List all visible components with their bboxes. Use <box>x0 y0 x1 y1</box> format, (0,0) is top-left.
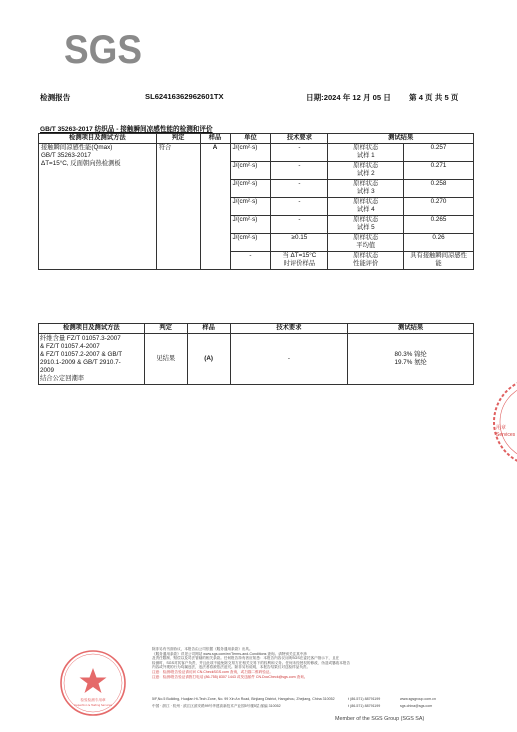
table-header-row <box>39 134 474 144</box>
report-label: 检测报告 <box>40 93 71 102</box>
footer-line: 注意：检测/报告验证请访问 CN.CheckSGS.com 查询，或扫描二维码验证。 <box>152 669 273 674</box>
footer-tel: t (86-571) 88791199 <box>348 697 381 701</box>
result-cell: 具有接触瞬间凉感性 能 <box>404 252 474 270</box>
unit-cell: J/(cm²·s) <box>230 162 271 180</box>
result-cell <box>348 334 474 385</box>
partial-stamp-graphic <box>490 372 517 472</box>
cooling-test-table <box>38 133 474 270</box>
state-cell: 原样状态 试样 5 <box>328 216 404 234</box>
judgement-cell: 见结果 <box>144 334 187 385</box>
method-cell <box>39 334 145 385</box>
sample-cell: (A) <box>187 334 230 385</box>
unit-cell: J/(cm²·s) <box>230 180 271 198</box>
footer-line: 除非另有书面协议，本报告由公司依据《服务通用条款》出具。 <box>152 647 253 651</box>
seal-center-text: 检验检测专用章 <box>80 698 106 702</box>
unit-cell: - <box>230 252 271 270</box>
method-line: GB/T 35263-2017 <box>41 152 91 159</box>
partial-stamp-text: 用章 <box>496 425 507 431</box>
requirement-cell: - <box>271 162 328 180</box>
state-cell: 原样状态 性能评价 <box>328 252 404 270</box>
footer-address-en: 5/F,No.5 Building, Huajian Hi-Tech Zone, No. 99 Xin An Road, Binjiang District, Hangzhou, Zhejiang, China 310052 <box>152 697 335 701</box>
requirement-cell: ≥0.15 <box>271 234 328 252</box>
header-method: 检测项目及测试方法 <box>39 134 157 144</box>
method-line: & FZ/T 01057.4-2007 <box>40 343 100 350</box>
requirement-cell: - <box>271 198 328 216</box>
state-cell: 原样状态 试样 2 <box>328 162 404 180</box>
footer-line: 注意：检测/报告验证请拨打电话 (86-755) 8307 1443 或发送邮件 CN.DocCheck@sgs.com 查询。 <box>152 674 308 679</box>
report-date: 日期:2024 年 12 月 05 日 <box>306 93 391 102</box>
result-line: 19.7% 氨纶 <box>394 359 427 366</box>
sample-cell: A <box>200 144 230 270</box>
footer-line: 《服务通用条款》详见公司网站 www.sgs.com/en/Terms-and-Conditions 查询。请特别关注其中涉 <box>152 651 307 656</box>
judgement-cell: 符合 <box>156 144 200 270</box>
state-cell: 原样状态 试样 3 <box>328 180 404 198</box>
method-line: ΔT=15°C, 反面朝向热检测板 <box>41 160 121 167</box>
table-row <box>39 144 474 162</box>
header-result: 测试结果 <box>328 134 474 144</box>
unit-cell: J/(cm²·s) <box>230 198 271 216</box>
member-line: Member of the SGS Group (SGS SA) <box>335 716 425 722</box>
table-header-row <box>39 324 474 334</box>
requirement-cell: - <box>230 334 348 385</box>
page-number: 第 4 页 共 5 页 <box>409 93 459 102</box>
result-cell: 0.265 <box>404 216 474 234</box>
section-title: GB/T 35263-2017 纺织品 - 接触瞬间凉感性能的检测和评价 <box>40 126 213 133</box>
header-judgement: 判定 <box>144 324 187 334</box>
header-requirement: 技术要求 <box>230 324 348 334</box>
svg-text:SGS: SGS <box>64 30 142 68</box>
requirement-cell: 当 ΔT=15°C 时评价样品 <box>271 252 328 270</box>
result-cell: 0.270 <box>404 198 474 216</box>
sgs-logo <box>64 30 142 68</box>
seal-english-text: Inspection & Testing Services <box>74 704 112 707</box>
header-judgement: 判定 <box>156 134 200 144</box>
requirement-cell: - <box>271 180 328 198</box>
method-line: 纤维含量 FZ/T 01057.3-2007 <box>40 335 121 342</box>
header-unit: 单位 <box>230 134 271 144</box>
result-cell: 0.257 <box>404 144 474 162</box>
state-cell: 原样状态 平均值 <box>328 234 404 252</box>
footer-tel: t (86-571) 88791199 <box>348 704 381 708</box>
report-number: SL62416362962601TX <box>145 92 224 101</box>
footer-line: 及责任限制、赔偿以及司法管辖的相关条款。任何报告持有者应知悉：本报告内容仅反映SGS在委托客户指示下，且在 <box>152 656 340 661</box>
footer-line: 内容或外观的行为均属违法，违法者将被依法追究。除非另有说明，本报告结果仅对送检样品负责。 <box>152 665 311 670</box>
requirement-cell: - <box>271 216 328 234</box>
footer-email: sgs.china@sgs.com <box>400 704 433 708</box>
footer-address-cn: 中国 · 浙江 · 杭州 · 滨江区滨安路99号华建高新技术产业园5号楼5层 邮编 310052 <box>152 704 281 708</box>
unit-cell: J/(cm²·s) <box>230 234 271 252</box>
fiber-content-table <box>38 323 474 385</box>
method-line: 结合公定回潮率 <box>40 375 85 382</box>
header-sample: 样品 <box>187 324 230 334</box>
state-cell: 原样状态 试样 4 <box>328 198 404 216</box>
table-row <box>39 334 474 385</box>
method-cell <box>39 144 157 270</box>
result-cell: 0.258 <box>404 180 474 198</box>
result-cell: 0.26 <box>404 234 474 252</box>
state-cell: 原样状态 试样 1 <box>328 144 404 162</box>
result-line: 80.3% 锦纶 <box>394 351 427 358</box>
method-line: & FZ/T 01057.2-2007 & GB/T <box>40 351 123 358</box>
partial-stamp-text: Services <box>496 432 516 438</box>
result-cell: 0.271 <box>404 162 474 180</box>
header-requirement: 技术要求 <box>271 134 328 144</box>
header-result: 测试结果 <box>348 324 474 334</box>
header-sample: 样品 <box>200 134 230 144</box>
unit-cell: J/(cm²·s) <box>230 144 271 162</box>
company-seal-stamp <box>58 648 128 718</box>
footer-website: www.sgsgroup.com.cn <box>400 697 436 701</box>
header-method: 检测项目及测试方法 <box>39 324 145 334</box>
footer-disclaimer <box>152 647 350 679</box>
method-line: 2910.1-2009 & GB/T 2910.7- <box>40 359 121 366</box>
unit-cell: J/(cm²·s) <box>230 216 271 234</box>
method-line: 2009 <box>40 367 55 374</box>
requirement-cell: - <box>271 144 328 162</box>
footer-line: 检测时，SGS对其客户负责，并且此项不能免除交易方在相关交易下的权利和义务。任何未经授权的修改、伪造或篡改本报告 <box>152 660 351 665</box>
method-line: 接触瞬间凉感性能(Qmax) <box>41 144 113 151</box>
